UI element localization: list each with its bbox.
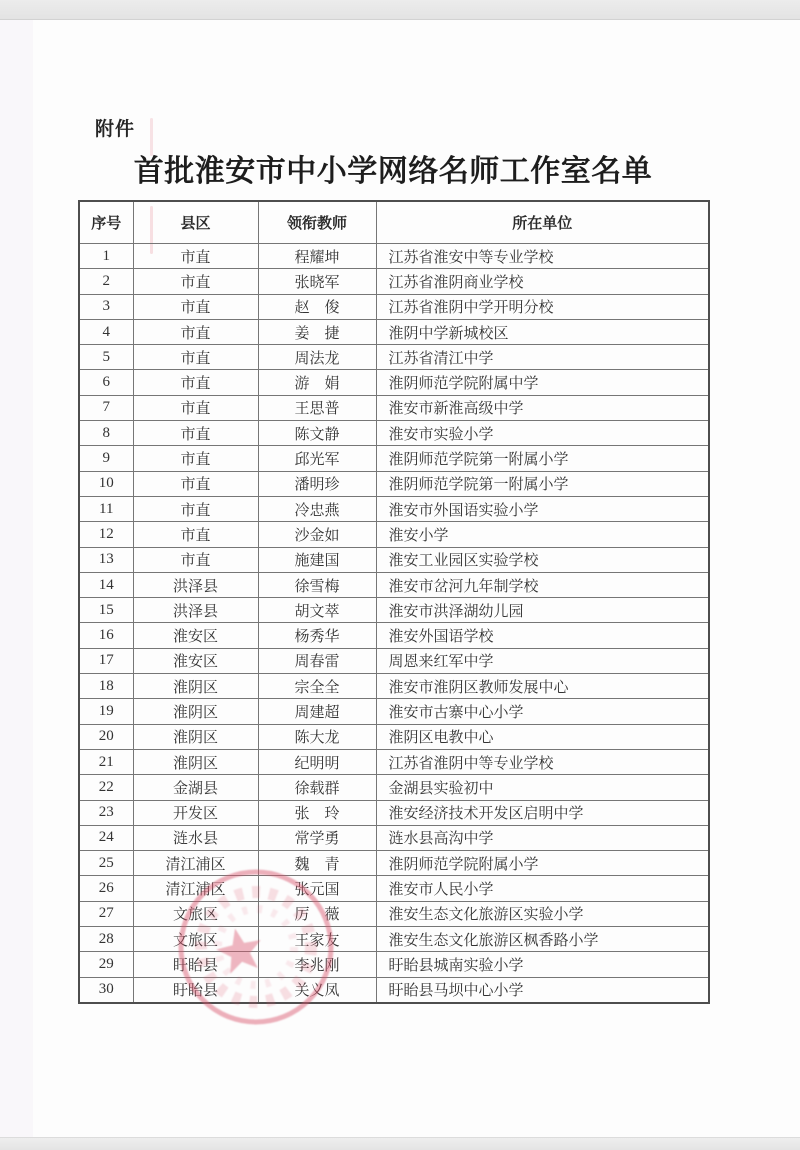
cell-teacher: 张 玲 [258, 800, 376, 825]
table-row [79, 446, 709, 471]
cell-district: 盱眙县 [133, 952, 258, 977]
cell-teacher: 魏 青 [258, 851, 376, 876]
cell-unit: 淮安经济技术开发区启明中学 [376, 800, 709, 825]
cell-no: 8 [79, 421, 133, 446]
cell-teacher: 张晓军 [258, 269, 376, 294]
cell-teacher: 张元国 [258, 876, 376, 901]
cell-teacher: 杨秀华 [258, 623, 376, 648]
cell-district: 市直 [133, 446, 258, 471]
table-row [79, 800, 709, 825]
cell-teacher: 王思普 [258, 395, 376, 420]
cell-unit: 淮阴师范学院第一附属小学 [376, 471, 709, 496]
cell-unit: 盱眙县城南实验小学 [376, 952, 709, 977]
cell-teacher: 施建国 [258, 547, 376, 572]
table-row [79, 749, 709, 774]
cell-unit: 淮安市外国语实验小学 [376, 496, 709, 521]
cell-no: 10 [79, 471, 133, 496]
cell-no: 17 [79, 648, 133, 673]
cell-no: 5 [79, 345, 133, 370]
cell-no: 22 [79, 775, 133, 800]
cell-no: 30 [79, 977, 133, 1003]
cell-unit: 淮安生态文化旅游区枫香路小学 [376, 927, 709, 952]
cell-teacher: 关义凤 [258, 977, 376, 1003]
cell-no: 24 [79, 825, 133, 850]
cell-district: 淮阴区 [133, 699, 258, 724]
table-row [79, 876, 709, 901]
cell-no: 16 [79, 623, 133, 648]
cell-district: 洪泽县 [133, 598, 258, 623]
table-row [79, 977, 709, 1003]
cell-unit: 周恩来红军中学 [376, 648, 709, 673]
cell-unit: 涟水县高沟中学 [376, 825, 709, 850]
cell-district: 市直 [133, 522, 258, 547]
cell-district: 淮阴区 [133, 749, 258, 774]
cell-no: 7 [79, 395, 133, 420]
cell-no: 11 [79, 496, 133, 521]
table-row [79, 674, 709, 699]
cell-no: 20 [79, 724, 133, 749]
table-row [79, 421, 709, 446]
cell-district: 开发区 [133, 800, 258, 825]
table-row [79, 572, 709, 597]
cell-district: 市直 [133, 547, 258, 572]
attachment-label: 附件 [95, 119, 136, 140]
roster-table-container [78, 200, 708, 1004]
cell-district: 盱眙县 [133, 977, 258, 1003]
cell-teacher: 邱光军 [258, 446, 376, 471]
cell-district: 淮阴区 [133, 674, 258, 699]
cell-teacher: 潘明珍 [258, 471, 376, 496]
cell-unit: 淮阴师范学院第一附属小学 [376, 446, 709, 471]
column-header-3: 所在单位 [376, 201, 709, 244]
cell-unit: 淮安市人民小学 [376, 876, 709, 901]
cell-no: 6 [79, 370, 133, 395]
cell-no: 27 [79, 901, 133, 926]
table-row [79, 699, 709, 724]
page-title: 首批淮安市中小学网络名师工作室名单 [133, 155, 653, 188]
cell-district: 清江浦区 [133, 876, 258, 901]
cell-district: 市直 [133, 269, 258, 294]
cell-no: 15 [79, 598, 133, 623]
cell-teacher: 周春雷 [258, 648, 376, 673]
cell-no: 28 [79, 927, 133, 952]
cell-teacher: 厉 薇 [258, 901, 376, 926]
table-row [79, 648, 709, 673]
cell-unit: 淮安工业园区实验学校 [376, 547, 709, 572]
cell-unit: 江苏省清江中学 [376, 345, 709, 370]
cell-unit: 淮安市洪泽湖幼儿园 [376, 598, 709, 623]
cell-no: 25 [79, 851, 133, 876]
cell-no: 18 [79, 674, 133, 699]
table-row [79, 623, 709, 648]
cell-unit: 淮阴区电教中心 [376, 724, 709, 749]
cell-teacher: 徐雪梅 [258, 572, 376, 597]
cell-district: 市直 [133, 294, 258, 319]
cell-no: 14 [79, 572, 133, 597]
cell-unit: 淮阴师范学院附属小学 [376, 851, 709, 876]
table-row [79, 471, 709, 496]
cell-district: 市直 [133, 370, 258, 395]
table-row [79, 724, 709, 749]
cell-unit: 淮安市新淮高级中学 [376, 395, 709, 420]
column-header-2: 领衔教师 [258, 201, 376, 244]
cell-district: 金湖县 [133, 775, 258, 800]
table-row [79, 927, 709, 952]
cell-unit: 金湖县实验初中 [376, 775, 709, 800]
cell-teacher: 冷忠燕 [258, 496, 376, 521]
table-body [79, 244, 709, 1003]
cell-no: 21 [79, 749, 133, 774]
cell-no: 26 [79, 876, 133, 901]
cell-teacher: 陈大龙 [258, 724, 376, 749]
cell-district: 市直 [133, 345, 258, 370]
cell-unit: 淮安外国语学校 [376, 623, 709, 648]
scan-edge-bottom [0, 1137, 800, 1150]
cell-unit: 淮安小学 [376, 522, 709, 547]
cell-district: 清江浦区 [133, 851, 258, 876]
cell-no: 23 [79, 800, 133, 825]
cell-unit: 淮安市岔河九年制学校 [376, 572, 709, 597]
cell-no: 3 [79, 294, 133, 319]
table-row [79, 496, 709, 521]
cell-no: 4 [79, 319, 133, 344]
cell-district: 市直 [133, 319, 258, 344]
cell-teacher: 周建超 [258, 699, 376, 724]
scan-edge-top [0, 0, 800, 20]
cell-unit: 盱眙县马坝中心小学 [376, 977, 709, 1003]
roster-table [78, 200, 710, 1004]
cell-teacher: 程耀坤 [258, 244, 376, 269]
cell-no: 29 [79, 952, 133, 977]
cell-no: 19 [79, 699, 133, 724]
cell-unit: 江苏省淮阴商业学校 [376, 269, 709, 294]
cell-district: 文旅区 [133, 927, 258, 952]
table-row [79, 598, 709, 623]
table-row [79, 269, 709, 294]
cell-teacher: 沙金如 [258, 522, 376, 547]
cell-teacher: 周法龙 [258, 345, 376, 370]
scan-edge-left [0, 20, 33, 1137]
cell-unit: 淮阴中学新城校区 [376, 319, 709, 344]
table-row [79, 244, 709, 269]
table-row [79, 825, 709, 850]
cell-district: 市直 [133, 395, 258, 420]
cell-unit: 淮安市淮阴区教师发展中心 [376, 674, 709, 699]
cell-no: 2 [79, 269, 133, 294]
cell-no: 13 [79, 547, 133, 572]
cell-district: 涟水县 [133, 825, 258, 850]
cell-unit: 江苏省淮阴中学开明分校 [376, 294, 709, 319]
cell-teacher: 姜 捷 [258, 319, 376, 344]
table-row [79, 775, 709, 800]
cell-district: 市直 [133, 244, 258, 269]
table-header-row [79, 201, 709, 244]
cell-unit: 江苏省淮安中等专业学校 [376, 244, 709, 269]
table-row [79, 952, 709, 977]
table-row [79, 395, 709, 420]
cell-unit: 江苏省淮阴中等专业学校 [376, 749, 709, 774]
table-row [79, 370, 709, 395]
cell-teacher: 游 娟 [258, 370, 376, 395]
cell-teacher: 陈文静 [258, 421, 376, 446]
cell-teacher: 纪明明 [258, 749, 376, 774]
cell-teacher: 赵 俊 [258, 294, 376, 319]
cell-teacher: 李兆刚 [258, 952, 376, 977]
cell-no: 1 [79, 244, 133, 269]
table-row [79, 547, 709, 572]
cell-unit: 淮安市实验小学 [376, 421, 709, 446]
table-row [79, 851, 709, 876]
cell-no: 9 [79, 446, 133, 471]
cell-district: 文旅区 [133, 901, 258, 926]
table-row [79, 319, 709, 344]
cell-unit: 淮安市古寨中心小学 [376, 699, 709, 724]
cell-unit: 淮阴师范学院附属中学 [376, 370, 709, 395]
cell-district: 市直 [133, 471, 258, 496]
cell-teacher: 宗全全 [258, 674, 376, 699]
table-row [79, 294, 709, 319]
cell-district: 洪泽县 [133, 572, 258, 597]
table-row [79, 522, 709, 547]
cell-teacher: 常学勇 [258, 825, 376, 850]
cell-teacher: 徐载群 [258, 775, 376, 800]
cell-district: 市直 [133, 421, 258, 446]
column-header-0: 序号 [79, 201, 133, 244]
table-row [79, 345, 709, 370]
cell-district: 淮安区 [133, 623, 258, 648]
scan-artifact [150, 118, 153, 156]
cell-unit: 淮安生态文化旅游区实验小学 [376, 901, 709, 926]
cell-teacher: 胡文萃 [258, 598, 376, 623]
column-header-1: 县区 [133, 201, 258, 244]
cell-no: 12 [79, 522, 133, 547]
cell-district: 淮安区 [133, 648, 258, 673]
cell-teacher: 王家友 [258, 927, 376, 952]
cell-district: 市直 [133, 496, 258, 521]
table-row [79, 901, 709, 926]
cell-district: 淮阴区 [133, 724, 258, 749]
